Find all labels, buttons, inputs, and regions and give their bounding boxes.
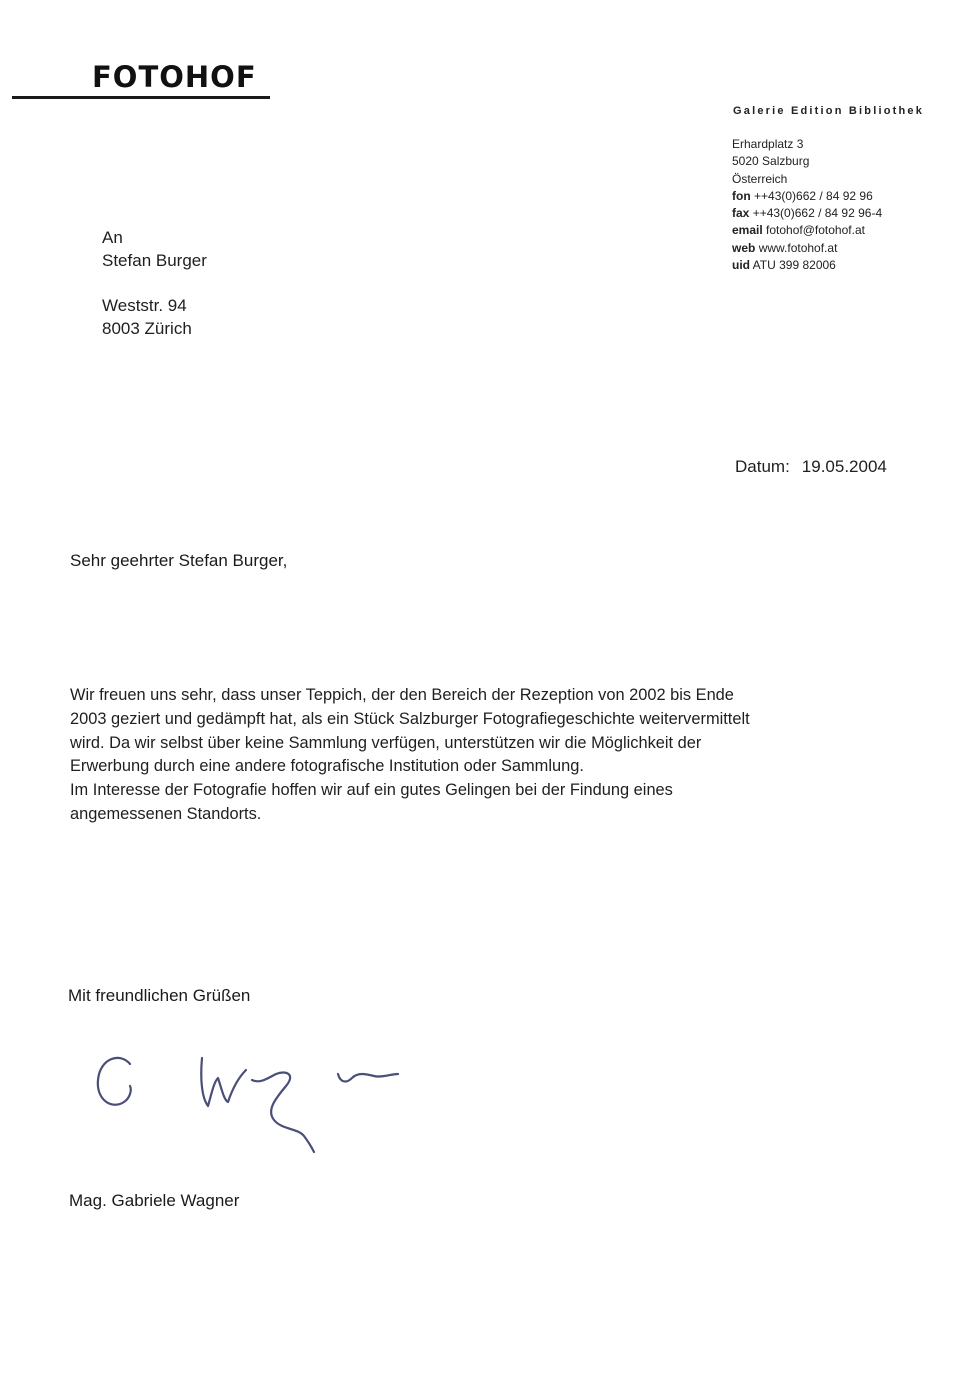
handwritten-signature bbox=[90, 1040, 420, 1160]
body-line: wird. Da wir selbst über keine Sammlung verfügen, unterstützen wir die Möglichkeit der bbox=[70, 733, 702, 752]
contact-address-street: Erhardplatz 3 bbox=[732, 137, 804, 151]
body-line: Erwerbung durch eine andere fotografische Institution oder Sammlung. bbox=[70, 757, 584, 776]
recipient-prefix: An bbox=[102, 228, 123, 247]
contact-address-city: 5020 Salzburg bbox=[732, 154, 810, 169]
closing: Mit freundlichen Grüßen bbox=[68, 986, 251, 1005]
recipient-name: Stefan Burger bbox=[102, 251, 207, 270]
contact-web: web www.fotohof.at bbox=[732, 240, 838, 255]
fotohof-logo: FOTOHOF bbox=[92, 60, 257, 94]
recipient-address bbox=[102, 226, 207, 340]
contact-uid: uid ATU 399 82006 bbox=[732, 258, 836, 273]
body-line: Wir freuen uns sehr, dass unser Teppich, der den Bereich der Rezeption von 2002 bis Ende bbox=[70, 686, 734, 704]
recipient-city: 8003 Zürich bbox=[102, 319, 192, 338]
letter-body bbox=[70, 684, 920, 827]
letter-date bbox=[735, 456, 887, 478]
body-line: 2003 geziert und gedämpft hat, als ein Stück Salzburger Fotografiegeschichte weitervermittelt bbox=[70, 709, 750, 728]
body-line: Im Interesse der Fotografie hoffen wir auf ein gutes Gelingen bei der Findung eines bbox=[70, 781, 673, 800]
logo-underline bbox=[12, 96, 270, 99]
address-spacer bbox=[102, 272, 207, 294]
body-line: angemessenen Standorts. bbox=[70, 804, 262, 823]
recipient-street: Weststr. 94 bbox=[102, 296, 187, 315]
salutation: Sehr geehrter Stefan Burger, bbox=[70, 551, 288, 570]
contact-address-country: Österreich bbox=[732, 171, 788, 186]
letterhead-tagline: Galerie Edition Bibliothek bbox=[733, 105, 925, 117]
contact-fax: fax ++43(0)662 / 84 92 96-4 bbox=[732, 206, 883, 221]
contact-block bbox=[732, 136, 882, 274]
date-value: 19.05.2004 bbox=[801, 457, 887, 476]
signer-name: Mag. Gabriele Wagner bbox=[69, 1191, 240, 1210]
date-label: Datum: bbox=[735, 457, 790, 476]
contact-phone: fon ++43(0)662 / 84 92 96 bbox=[732, 188, 873, 203]
contact-email: email fotohof@fotohof.at bbox=[732, 223, 865, 238]
